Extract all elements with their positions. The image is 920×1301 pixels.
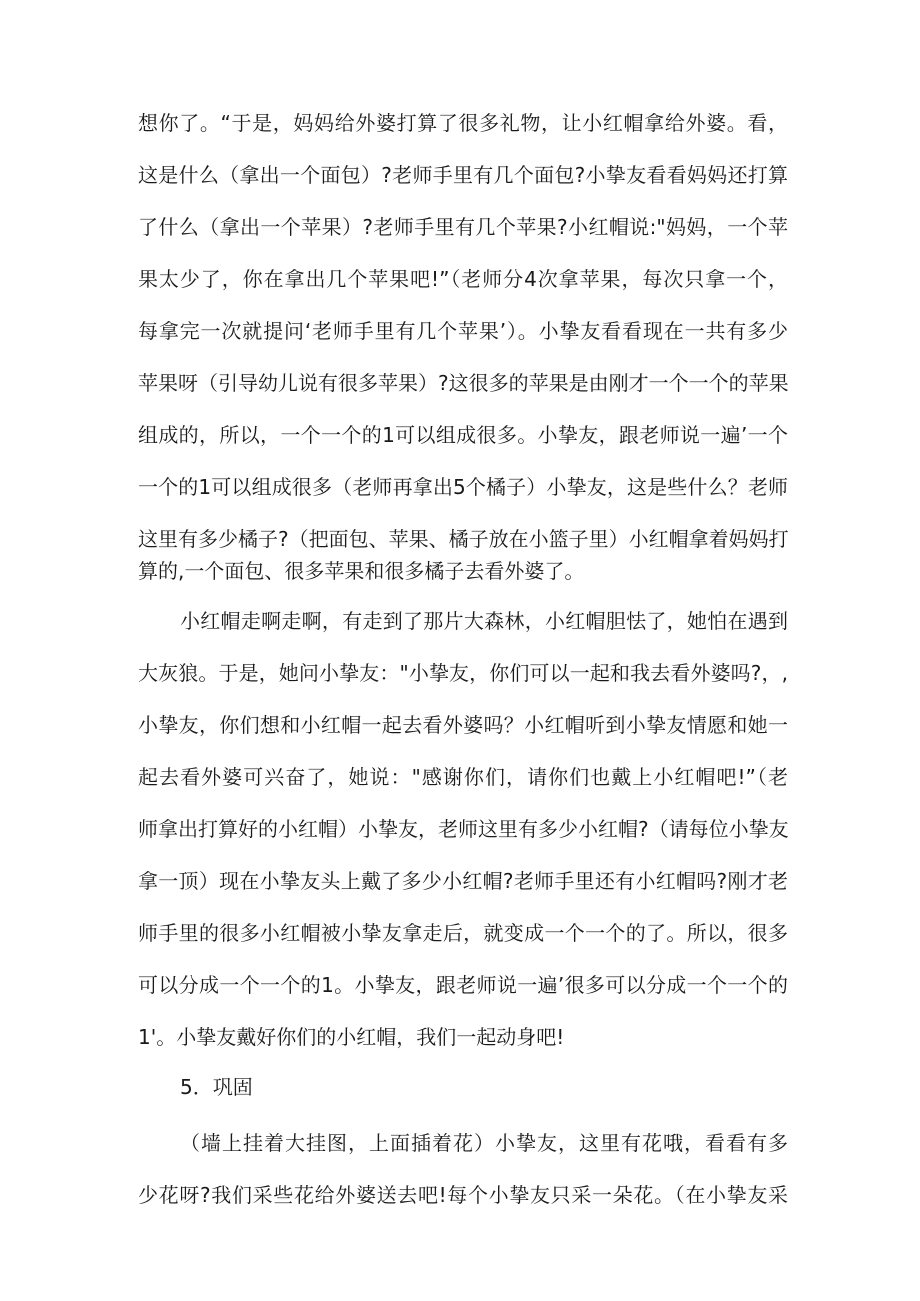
text-line: 果太少了，你在拿出几个苹果吧!”（老师分4次拿苹果，每次只拿一个， — [138, 267, 788, 291]
text-line: 苹果呀（引导幼儿说有很多苹果）?这很多的苹果是由刚才一个一个的苹果 — [138, 371, 789, 395]
text-line: 师手里的很多小红帽被小挚友拿走后，就变成一个一个的了。所以，很多 — [138, 921, 788, 945]
text-line: （墙上挂着大挂图，上面插着花）小挚友，这里有花哦，看看有多 — [180, 1131, 788, 1155]
text-line: 拿一顶）现在小挚友头上戴了多少小红帽?老师手里还有小红帽吗?刚才老 — [138, 869, 788, 893]
text-line: 算的,一个面包、很多苹果和很多橘子去看外婆了。 — [138, 559, 585, 583]
text-line: 小红帽走啊走啊，有走到了那片大森林，小红帽胆怯了，她怕在遇到 — [180, 609, 788, 633]
text-line: 1'。小挚友戴好你们的小红帽，我们一起动身吧! — [138, 1025, 565, 1049]
text-line: 少花呀?我们采些花给外婆送去吧!每个小挚友只采一朵花。（在小挚友采 — [138, 1183, 788, 1207]
text-line: 一个的1可以组成很多（老师再拿出5个橘子）小挚友，这是些什么？老师 — [138, 475, 788, 499]
text-line: 可以分成一个一个的1。小挚友，跟老师说一遍’很多可以分成一个一个的 — [138, 973, 788, 997]
text-line: 组成的，所以，一个一个的1可以组成很多。小挚友，跟老师说一遍’一个 — [138, 423, 788, 447]
text-line: 大灰狼。于是，她问小挚友："小挚友，你们可以一起和我去看外婆吗?，, — [138, 661, 788, 685]
text-line: 起去看外婆可兴奋了，她说："感谢你们，请你们也戴上小红帽吧!”（老 — [138, 765, 788, 789]
text-line: 这里有多少橘子?（把面包、苹果、橘子放在小篮子里）小红帽拿着妈妈打 — [138, 527, 789, 551]
text-line: 小挚友，你们想和小红帽一起去看外婆吗？小红帽听到小挚友情愿和她一 — [138, 713, 788, 737]
section-heading: 5．巩固 — [180, 1075, 253, 1099]
text-line: 了什么（拿出一个苹果）?老师手里有几个苹果?小红帽说:"妈妈，一个苹 — [138, 215, 788, 239]
text-line: 想你了。“于是，妈妈给外婆打算了很多礼物，让小红帽拿给外婆。看， — [138, 111, 788, 135]
text-line: 这是什么（拿出一个面包）?老师手里有几个面包?小挚友看看妈妈还打算 — [138, 163, 788, 187]
text-line: 每拿完一次就提问‘老师手里有几个苹果’）。小挚友看看现在一共有多少 — [138, 319, 788, 343]
text-line: 师拿出打算好的小红帽）小挚友，老师这里有多少小红帽?（请每位小挚友 — [138, 817, 789, 841]
